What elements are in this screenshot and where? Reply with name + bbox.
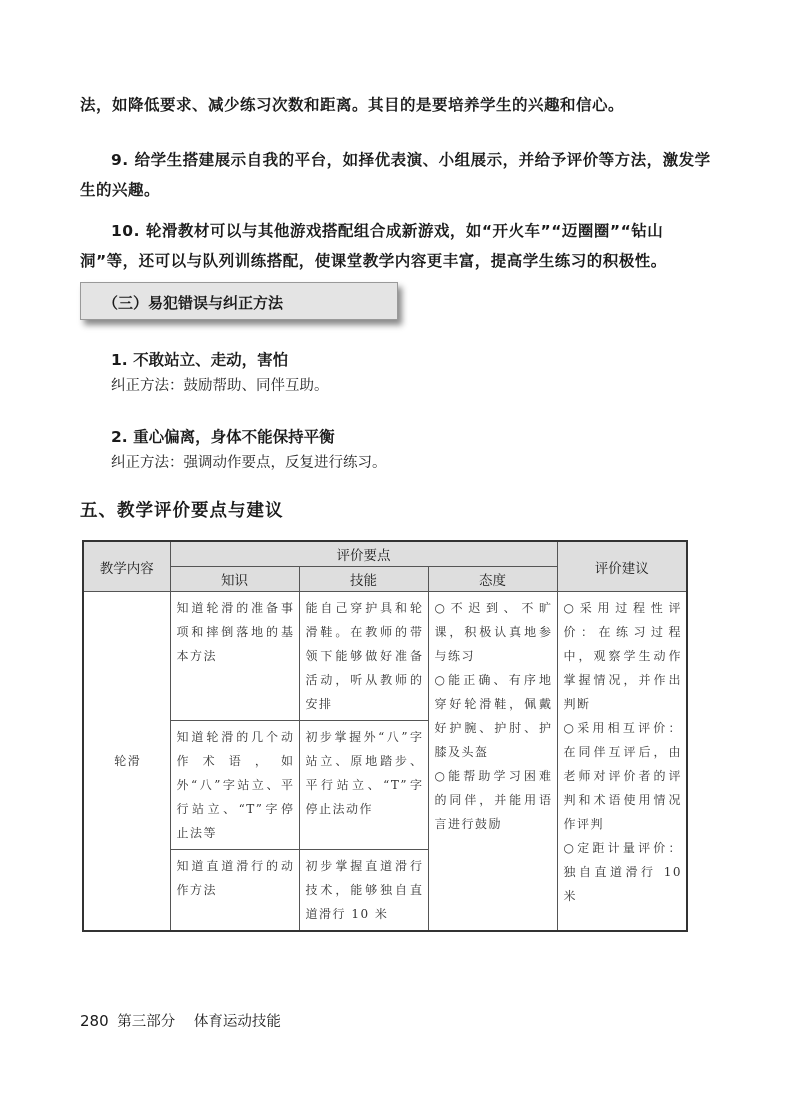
error-2-fix: 纠正方法：强调动作要点，反复进行练习。 bbox=[111, 455, 387, 471]
header-skill: 技能 bbox=[299, 567, 428, 592]
header-points: 评价要点 bbox=[170, 541, 557, 567]
header-content: 教学内容 bbox=[83, 541, 170, 592]
skill-cell: 初步掌握外“八”字站立、原地踏步、平行站立、“T”字停止法动作 bbox=[299, 721, 428, 850]
knowledge-cell: 知道轮滑的几个动作术语，如外“八”字站立、平行站立、“T”字停止法等 bbox=[170, 721, 299, 850]
skill-cell: 初步掌握直道滑行技术，能够独自直道滑行 10 米 bbox=[299, 850, 428, 932]
header-advice: 评价建议 bbox=[557, 541, 687, 592]
page-number: 280 bbox=[80, 1012, 109, 1030]
section-heading-box bbox=[80, 282, 398, 320]
error-1-title: 1. 不敢站立、走动，害怕 bbox=[111, 351, 289, 369]
header-attitude: 态度 bbox=[428, 567, 557, 592]
advice-item: ○定距计量评价：独自直道滑行 10 米 bbox=[563, 841, 683, 903]
advice-item: ○采用相互评价：在同伴互评后，由老师对评价者的评判和术语使用情况作评判 bbox=[563, 721, 683, 831]
content-cell: 轮滑 bbox=[83, 592, 170, 932]
footer-title: 体育运动技能 bbox=[193, 1014, 281, 1030]
section-5-heading: 五、教学评价要点与建议 bbox=[80, 501, 284, 521]
knowledge-cell: 知道轮滑的准备事项和摔倒落地的基本方法 bbox=[170, 592, 299, 721]
error-2-title: 2. 重心偏离，身体不能保持平衡 bbox=[111, 428, 335, 446]
advice-item: ○采用过程性评价：在练习过程中，观察学生动作掌握情况，并作出判断 bbox=[563, 601, 683, 711]
knowledge-cell: 知道直道滑行的动作方法 bbox=[170, 850, 299, 932]
header-knowledge: 知识 bbox=[170, 567, 299, 592]
attitude-item: ○能帮助学习困难的同伴，并能用语言进行鼓励 bbox=[434, 769, 553, 831]
evaluation-table bbox=[82, 540, 688, 932]
attitude-cell bbox=[428, 592, 557, 932]
section-heading: （三）易犯错误与纠正方法 bbox=[103, 294, 284, 312]
attitude-item: ○能正确、有序地穿好轮滑鞋，佩戴好护腕、护肘、护膝及头盔 bbox=[434, 673, 553, 759]
skill-cell: 能自己穿护具和轮滑鞋。在教师的带领下能够做好准备活动，听从教师的安排 bbox=[299, 592, 428, 721]
footer-part: 第三部分 bbox=[117, 1014, 176, 1030]
error-1-fix: 纠正方法：鼓励帮助、同伴互助。 bbox=[111, 378, 329, 394]
paragraph-10: 10. 轮滑教材可以与其他游戏搭配组合成新游戏，如“开火车”“迈圈圈”“钻山洞”等，还可以与队列训练搭配，使课堂教学内容更丰富，提高学生练习的积极性。 bbox=[80, 222, 667, 270]
paragraph-continued: 法，如降低要求、减少练习次数和距离。其目的是要培养学生的兴趣和信心。 bbox=[80, 96, 625, 114]
paragraph-9: 9. 给学生搭建展示自我的平台，如择优表演、小组展示，并给予评价等方法，激发学生的兴趣。 bbox=[80, 151, 711, 199]
advice-cell bbox=[557, 592, 687, 932]
attitude-item: ○不迟到、不旷课，积极认真地参与练习 bbox=[434, 601, 553, 663]
page-footer bbox=[80, 1010, 281, 1031]
